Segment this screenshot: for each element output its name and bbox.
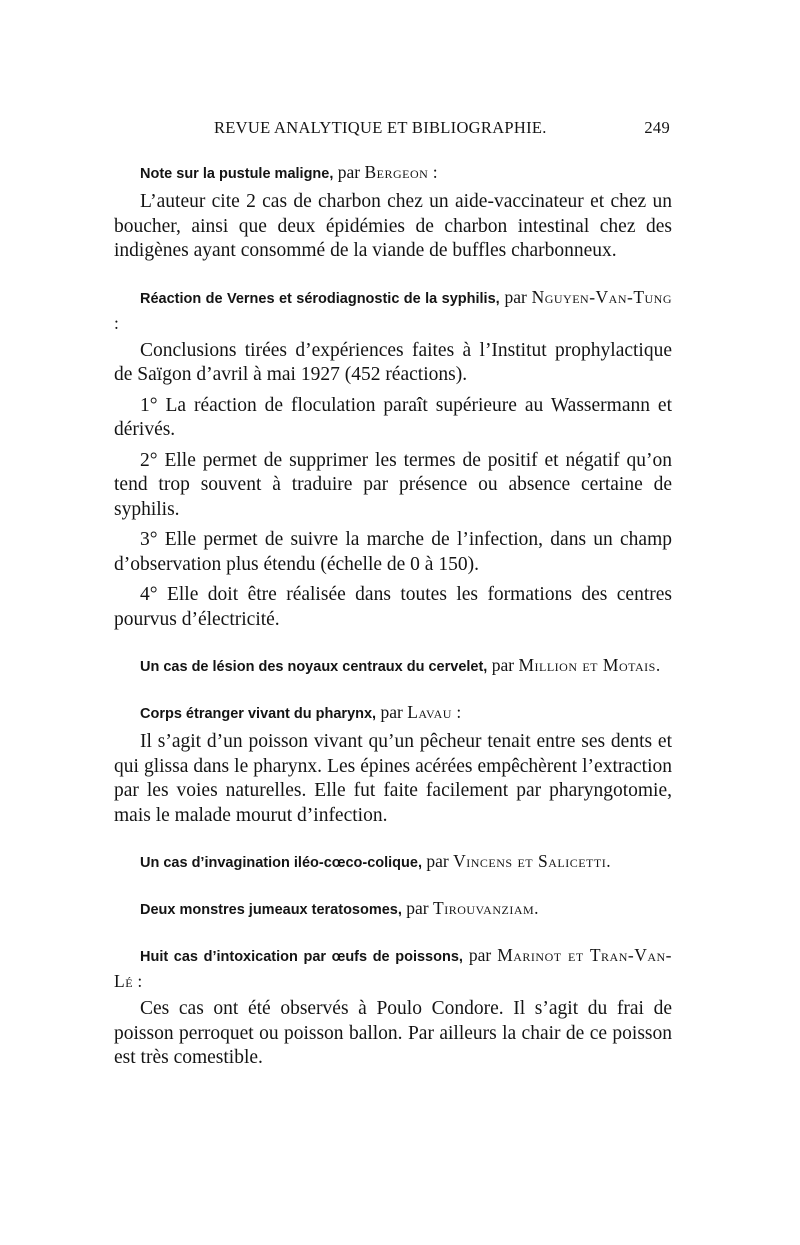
entry-title: Note sur la pustule maligne, [140,166,334,182]
entry-heading [114,943,672,993]
entry-par: par [426,851,449,871]
entry-title: Deux monstres jumeaux teratosomes, [140,902,402,918]
paragraph: 4° Elle doit être réalisée dans toutes les formations des centres pourvus d’électricité. [114,584,672,630]
entry-lesion-noyaux [114,653,672,679]
entry-corps-etranger [114,700,672,828]
entry-title: Réaction de Vernes et sérodiagnostic de la syphilis, [140,290,500,307]
paragraph: 2° Elle permet de supprimer les termes de positif et négatif qu’on tend trop souvent à traduire par présence ou absence certaine de syphilis. [114,449,672,520]
entry-author: Marinot et Tran-Van-Lé [114,945,673,991]
entry-suffix: : [114,312,119,333]
entry-suffix: : [428,162,438,182]
paragraph: Il s’agit d’un poisson vivant qu’un pêcheur tenait entre ses dents et qui glissa dans le pharynx. Les épines acérées empêchèrent l’extraction par les voies naturelles. Elle fut faite facilement par pharyngotomie, mais le malade mourut d’infection. [114,731,672,826]
entry-par: par [337,162,361,182]
entry-par: par [468,945,492,965]
paragraph: 1° La réaction de floculation paraît supérieure au Wassermann et dérivés. [114,394,672,440]
document-page [114,118,672,1092]
entry-heading [114,160,672,186]
entry-intoxication [114,943,672,1071]
running-header [114,118,672,140]
running-title: REVUE ANALYTIQUE ET BIBLIOGRAPHIE. [214,118,547,137]
entry-par: par [406,898,429,918]
entry-title: Huit cas d’intoxication par œufs de poissons, [140,949,463,965]
entry-author: Million et Motais. [518,655,661,675]
entry-monstres-jumeaux [114,896,672,922]
paragraph: Ces cas ont été observés à Poulo Condore. Il s’agit du frai de poisson perroquet ou poisson ballon. Par ailleurs la chair de ce poisson est très comestible. [114,998,672,1068]
entry-author: Lavau [407,702,452,722]
entry-author: Vincens et Salicetti. [453,851,612,871]
entry-author: Tirouvanziam. [433,898,540,918]
paragraph: Conclusions tirées d’expériences faites à l’Institut prophylactique de Saïgon d’avril à mai 1927 (452 réactions). [114,339,672,385]
entry-reaction-vernes [114,285,672,633]
entry-author: Nguyen-Van-Tung [531,286,673,307]
page-number: 249 [644,118,670,137]
entry-par: par [380,702,403,722]
paragraph: L’auteur cite 2 cas de charbon chez un aide-vaccinateur et chez un boucher, ainsi que deux épidémies de charbon intestinal chez des indigènes ayant consommé de la viande de buffles charbonneux. [114,191,672,261]
entry-title: Un cas d’invagination iléo-cœco-colique, [140,855,422,871]
entry-heading [114,700,672,726]
entry-heading [114,285,672,335]
paragraph: 3° Elle permet de suivre la marche de l’infection, dans un champ d’observation plus étendu (échelle de 0 à 150). [114,529,672,575]
entry-invagination [114,849,672,875]
entry-pustule-maligne [114,160,672,264]
entry-heading [114,896,672,922]
entry-par: par [491,655,515,675]
entry-author: Bergeon [364,162,429,182]
entry-suffix: : [133,971,143,991]
entry-title: Un cas de lésion des noyaux centraux du cervelet, [140,659,488,675]
entry-par: par [504,286,527,307]
entry-heading [114,653,672,679]
entry-heading [114,849,672,875]
entry-suffix: : [451,702,462,722]
entry-title: Corps étranger vivant du pharynx, [140,706,377,722]
